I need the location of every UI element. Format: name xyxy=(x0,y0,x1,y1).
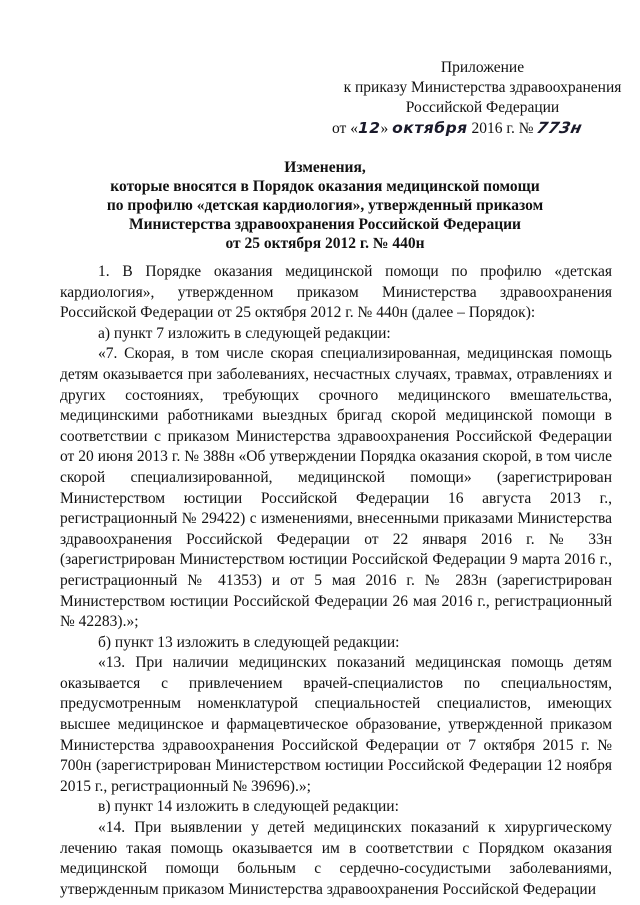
paragraph-intro: 1. В Порядке оказания медицинской помощи по профилю «детская кардиология», утвержденном приказом Министерства здравоохранения Российской Федерации от 25 октября 2012 г. № 440н (далее – Порядок): xyxy=(60,263,612,322)
date-year: 2016 г. № xyxy=(467,120,538,137)
title-line-4: Министерства здравоохранения Российской Федерации xyxy=(129,216,521,233)
appendix-title: Приложение xyxy=(440,59,525,76)
paragraph-item-b: б) пункт 13 изложить в следующей редакции: xyxy=(98,633,400,651)
title-line-3: по профилю «детская кардиология», утвержденный приказом xyxy=(106,197,544,214)
appendix-country-line: Российской Федерации xyxy=(405,99,560,116)
paragraph-item-a: а) пункт 7 изложить в следующей редакции: xyxy=(98,324,391,342)
title-line-2: которые вносятся в Порядок оказания медицинской помощи xyxy=(110,178,540,195)
date-mid: » xyxy=(380,120,393,137)
paragraph-point-7: «7. Скорая, в том числе скорая специализированная, медицинская помощь детям оказывается при заболеваниях, несчастных случаях, травмах, отравлениях и других состояниях, требующих срочного медицинского вмешательства, медицинскими работниками выездных бригад скорой медицинской помощи в соответствии с приказом Министерства здравоохранения Российской Федерации от 20 июня 2013 г. № 388н «Об утверждении Порядка оказания скорой, в том числе скорой специализированной, медицинской помощи» (зарегистрирован Министерством юстиции Российской Федерации 16 августа 2013 г., регистрационный № 29422) с изменениями, внесенными приказами Министерства здравоохранения Российской Федерации от 22 января 2016 г. № 33н (зарегистрирован Министерством юстиции Российской Федерации 9 марта 2016 г., регистрационный № 41353) и от 5 мая 2016 г. № 283н (зарегистрирован Министерством юстиции Российской Федерации 26 мая 2016 г., регистрационный № 42283).»; xyxy=(60,345,612,631)
appendix-header xyxy=(330,58,635,139)
handwritten-order-number: 773н xyxy=(535,119,585,137)
paragraph-item-v: в) пункт 14 изложить в следующей редакции: xyxy=(98,798,399,816)
title-line-1: Изменения, xyxy=(284,159,366,176)
title-line-5: от 25 октября 2012 г. № 440н xyxy=(225,235,425,252)
paragraph-point-13: «13. При наличии медицинских показаний медицинская помощь детям оказывается с привлечением врачей-специалистов по специальностям, предусмотренным номенклатурой специальностей специалистов, имеющих высшее медицинское и фармацевтическое образование, утвержденной приказом Министерства здравоохранения Российской Федерации от 7 октября 2015 г. № 700н (зарегистрирован Министерством юстиции Российской Федерации 12 ноября 2015 г., регистрационный № 39696).»; xyxy=(60,654,612,795)
appendix-date-line xyxy=(330,118,635,139)
paragraph-point-14: «14. При выявлении у детей медицинских показаний к хирургическому лечению такая помощь оказывается им в соответствии с Порядком оказания медицинской помощи больным с сердечно-сосудистыми заболеваниями, утвержденным приказом Министерства здравоохранения Российской Федерации xyxy=(60,819,612,898)
document-body xyxy=(60,262,612,900)
date-prefix: от « xyxy=(332,120,358,137)
document-title xyxy=(80,158,570,253)
handwritten-month: октября xyxy=(392,119,468,137)
appendix-order-line: к приказу Министерства здравоохранения xyxy=(343,79,622,96)
handwritten-day: 12 xyxy=(357,119,381,137)
